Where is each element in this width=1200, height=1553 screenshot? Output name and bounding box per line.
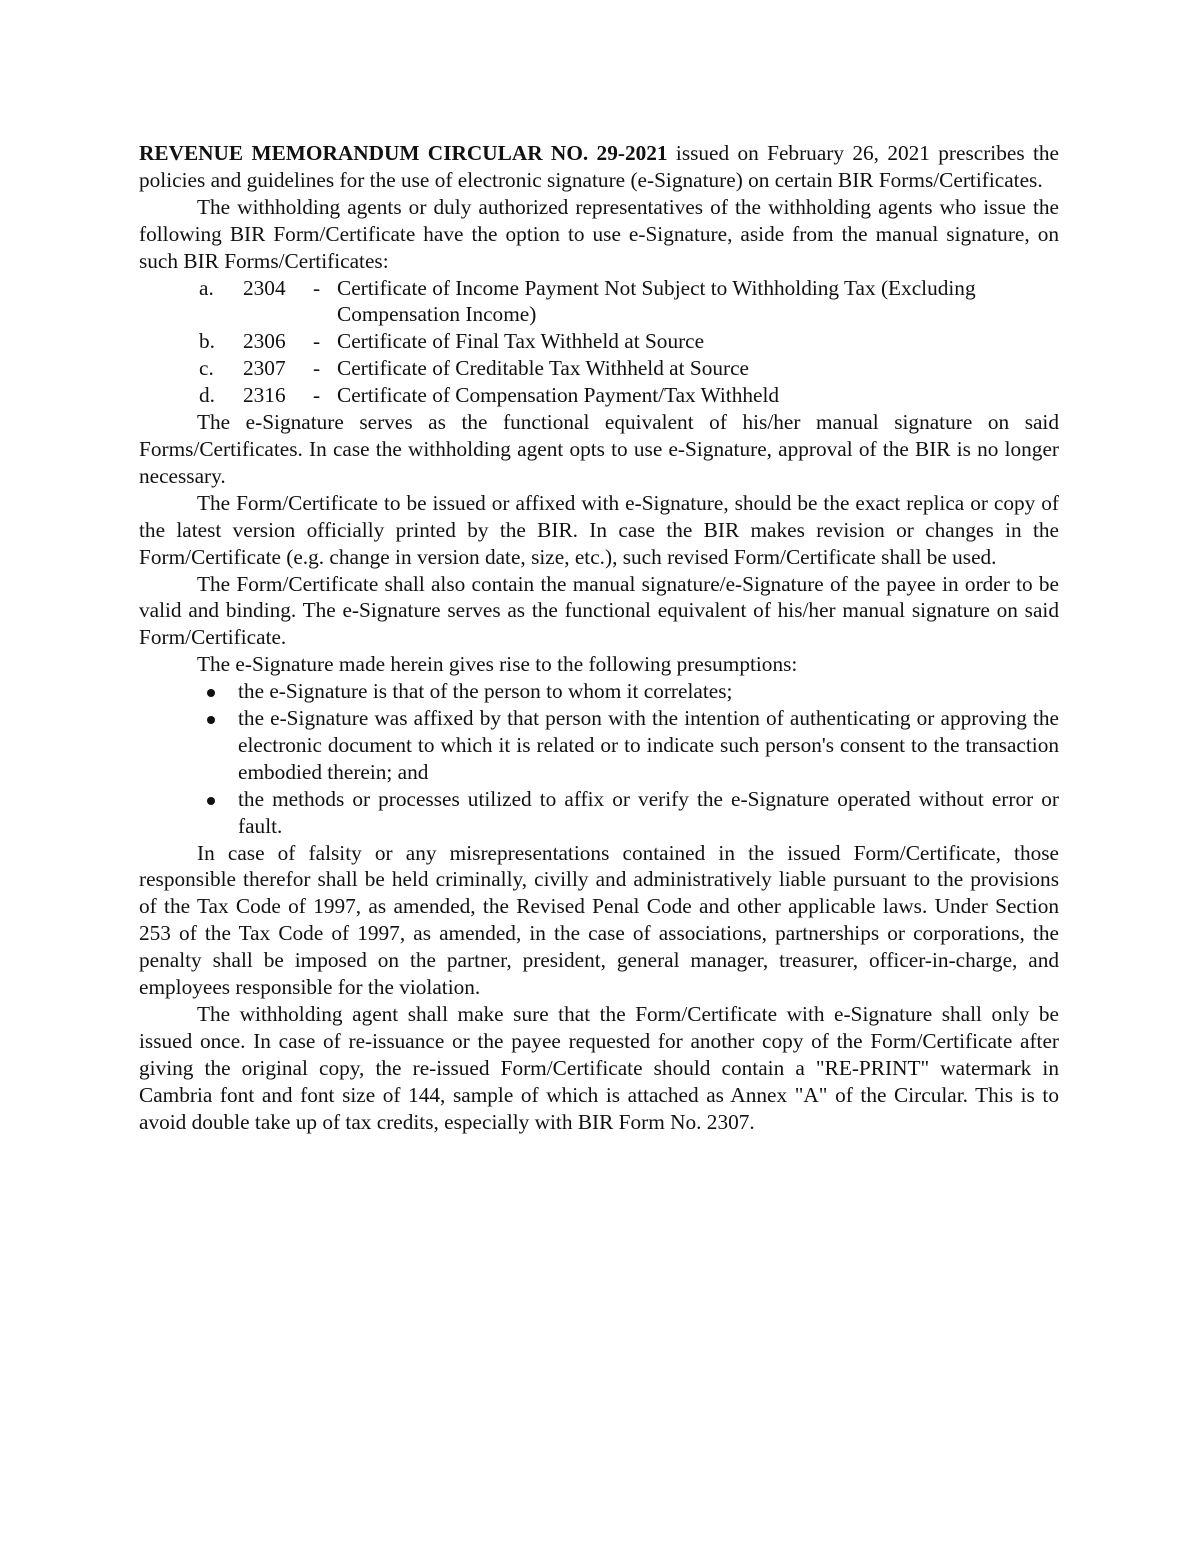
form-list-item <box>139 355 1059 382</box>
form-dash: - <box>313 329 321 354</box>
form-dash: - <box>313 356 321 381</box>
form-list-item <box>139 328 1059 355</box>
bullet-icon <box>201 678 221 705</box>
document-page <box>139 140 1059 1136</box>
form-code: 2306 <box>243 329 286 354</box>
form-list-item <box>139 275 1059 329</box>
intro-text: issued on February 26, 2021 prescribes the policies and guidelines for the use of electronic signature (e-Signature) on certain BIR Forms/Certificates. <box>139 141 1059 192</box>
form-code: 2304 <box>243 275 286 300</box>
presumptions-intro: The e-Signature made herein gives rise to the following presumptions: <box>197 652 798 677</box>
form-title: Certificate of Income Payment Not Subject to Withholding Tax (Excluding Compensation Income) <box>337 275 976 327</box>
falsity-paragraph: In case of falsity or any misrepresentations contained in the issued Form/Certificate, those responsible therefor shall be held criminally, civilly and administratively liable pursuant to the provisions of the Tax Code of 1997, as amended, the Revised Penal Code and other applicable laws. Under Section 253 of the Tax Code of 1997, as amended, in the case of associations, partnerships or corporations, the penalty shall be imposed on the partner, president, general manager, treasurer, officer-in-charge, and employees responsible for the violation. <box>139 840 1059 1000</box>
replica-paragraph: The Form/Certificate to be issued or affixed with e-Signature, should be the exact replica or copy of the latest version officially printed by the BIR. In case the BIR makes revision or changes in the Form/Certificate (e.g. change in version date, size, etc.), such revised Form/Certificate shall be used. <box>139 490 1059 569</box>
form-dash: - <box>313 383 321 408</box>
circular-heading: REVENUE MEMORANDUM CIRCULAR NO. 29-2021 <box>139 141 668 165</box>
equivalent-paragraph: The e-Signature serves as the functional equivalent of his/her manual signature on said Forms/Certificates. In case the withholding agent opts to use e-Signature, approval of the BIR is no longer necessary. <box>139 410 1059 488</box>
intro-paragraph <box>139 140 1059 194</box>
bullet-icon <box>201 786 221 813</box>
form-letter: b. <box>199 329 215 354</box>
presumption-item <box>139 678 1059 705</box>
payee-paragraph: The Form/Certificate shall also contain the manual signature/e-Signature of the payee in order to be valid and binding. The e-Signature serves as the functional equivalent of his/her manual signature on said Form/Certificate. <box>139 571 1059 650</box>
form-letter: d. <box>199 383 215 408</box>
forms-list <box>139 275 1059 410</box>
form-title: Certificate of Compensation Payment/Tax Withheld <box>337 383 780 408</box>
form-letter: a. <box>199 275 214 300</box>
presumption-text: the e-Signature is that of the person to whom it correlates; <box>238 679 733 704</box>
form-dash: - <box>313 275 321 300</box>
form-list-item <box>139 382 1059 409</box>
reprint-paragraph: The withholding agent shall make sure that the Form/Certificate with e-Signature shall only be issued once. In case of re-issuance or the payee requested for another copy of the Form/Certificate after giving the original copy, the re-issued Form/Certificate should contain a "RE-PRINT" watermark in Cambria font and font size of 144, sample of which is attached as Annex "A" of the Circular. This is to avoid double take up of tax credits, especially with BIR Form No. 2307. <box>139 1002 1059 1134</box>
form-title: Certificate of Creditable Tax Withheld at Source <box>337 356 750 381</box>
form-code: 2316 <box>243 383 286 408</box>
presumption-item <box>139 705 1059 786</box>
presumption-text: the e-Signature was affixed by that person with the intention of authenticating or approving the electronic document to which it is related or to indicate such person's consent to the transaction embodied therein; and <box>238 706 1059 784</box>
bullet-icon <box>201 705 221 732</box>
presumption-text: the methods or processes utilized to affix or verify the e-Signature operated without error or fault. <box>238 786 1059 838</box>
form-code: 2307 <box>243 356 286 381</box>
form-letter: c. <box>199 356 214 381</box>
presumptions-list <box>139 678 1059 839</box>
form-title: Certificate of Final Tax Withheld at Source <box>337 329 705 354</box>
options-paragraph: The withholding agents or duly authorized representatives of the withholding agents who issue the following BIR Form/Certificate have the option to use e-Signature, aside from the manual signature, on such BIR Forms/Certificates: <box>139 194 1059 273</box>
presumption-item <box>139 786 1059 840</box>
